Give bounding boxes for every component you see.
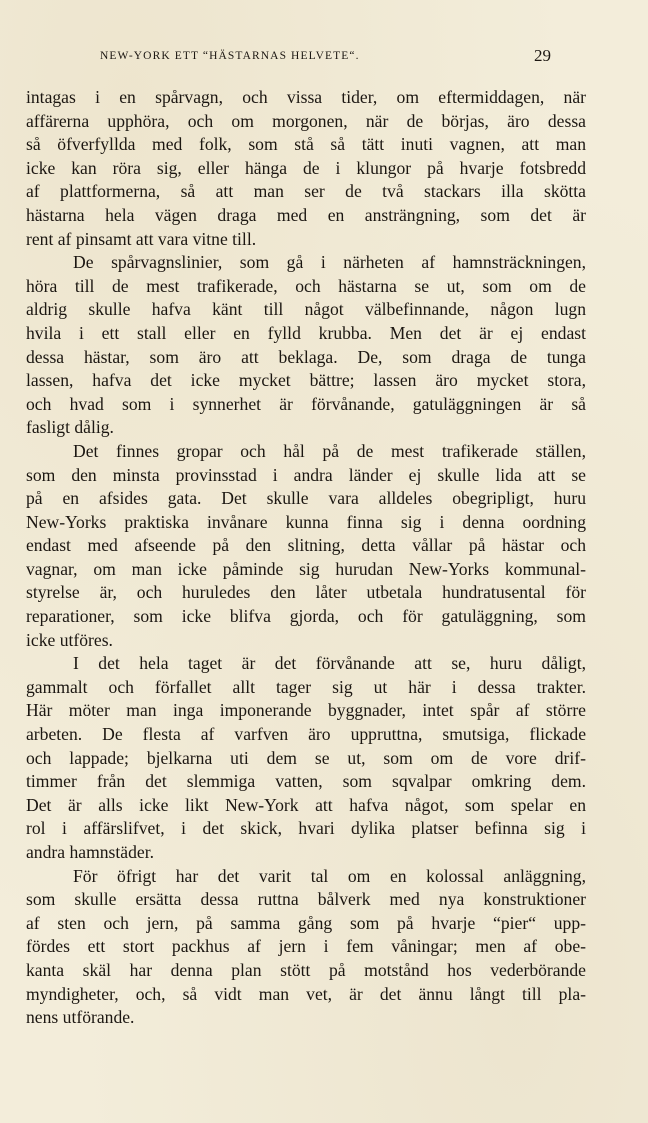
text-line: myndigheter, och, så vidt man vet, är det ännu långt till pla- <box>26 983 586 1004</box>
text-line: lassen, hafva det icke mycket bättre; lassen äro mycket stora, <box>26 370 586 391</box>
text-line: icke kan röra sig, eller hänga de i klungor på hvarje fotsbredd <box>26 157 586 178</box>
paragraph <box>26 440 586 652</box>
text-line: af sten och jern, på samma gång som på hvarje “pier“ upp- <box>26 912 586 933</box>
text-line: endast med afseende på den slitning, detta vållar på hästar och <box>26 535 586 556</box>
text-line: aldrig skulle hafva känt till något välbefinnande, någon lugn <box>26 299 586 320</box>
text-line: fördes ett stort packhus af jern i fem våningar; men af obe- <box>26 936 586 957</box>
text-line: styrelse är, och huruledes den låter utbetala hundratusental för <box>26 582 586 603</box>
text-line: kanta skäl har denna plan stött på motstånd hos vederbörande <box>26 959 586 980</box>
body-text <box>26 86 586 1030</box>
text-line: intagas i en spårvagn, och vissa tider, om eftermiddagen, när <box>26 87 586 107</box>
text-line: De spårvagnslinier, som gå i närheten af hamnsträckningen, <box>73 252 586 273</box>
page-number: 29 <box>534 46 551 65</box>
paragraph <box>26 652 586 864</box>
page-header <box>0 46 648 70</box>
text-line: af plattformerna, så att man ser de två stackars illa skötta <box>26 181 586 202</box>
text-line: så öfverfyllda med folk, som stå så tätt inuti vagnen, att man <box>26 134 586 155</box>
text-line: Det finnes gropar och hål på de mest trafikerade ställen, <box>73 440 586 461</box>
text-line: hvila i ett stall eller en fylld krubba. Men det är ej endast <box>26 322 586 343</box>
running-head: NEW-YORK ETT “HÄSTARNAS HELVETE“. <box>100 50 360 62</box>
text-line: hästarna hela vägen draga med en ansträngning, som det är <box>26 204 586 225</box>
text-line: höra till de mest trafikerade, och hästarna se ut, som om de <box>26 275 586 296</box>
text-line: För öfrigt har det varit tal om en kolossal anläggning, <box>73 865 586 886</box>
text-line: och lappade; bjelkarna uti dem se ut, som om de vore drif- <box>26 747 586 768</box>
text-line: affärerna upphöra, och om morgonen, när de börjas, äro dessa <box>26 110 586 131</box>
text-line: och hvad som i synnerhet är förvånande, gatuläggningen är så <box>26 393 586 414</box>
text-line: Det är alls icke likt New-York att hafva något, som spelar en <box>26 794 586 815</box>
text-line: vagnar, om man icke påminde sig hurudan New-Yorks kommunal- <box>26 558 586 579</box>
text-line: reparationer, som icke blifva gjorda, och för gatuläggning, som <box>26 606 586 627</box>
text-line: rent af pinsamt att vara vitne till. <box>26 228 257 249</box>
text-line: på en afsides gata. Det skulle vara alldeles obegripligt, huru <box>26 488 586 509</box>
text-line: Här möter man inga imponerande byggnader, intet spår af större <box>26 700 586 721</box>
text-line: arbeten. De flesta af varfven äro uppruttna, smutsiga, flickade <box>26 724 586 745</box>
text-line: I det hela taget är det förvånande att se, huru dåligt, <box>73 653 586 674</box>
text-line: dessa hästar, som äro att beklaga. De, som draga de tunga <box>26 346 586 367</box>
text-line: som den minsta provinsstad i andra länder ej skulle lida att se <box>26 464 586 485</box>
text-line: icke utföres. <box>26 629 113 650</box>
text-line: rol i affärslifvet, i det skick, hvari dylika platser befinna sig i <box>26 818 586 839</box>
text-line: som skulle ersätta dessa ruttna bålverk med nya konstruktioner <box>26 889 586 910</box>
text-line: gammalt och förfallet allt tager sig ut här i dessa trakter. <box>26 676 586 697</box>
text-line: timmer från det slemmiga vatten, som sqvalpar omkring dem. <box>26 771 586 792</box>
text-line: fasligt dålig. <box>26 417 114 438</box>
text-line: nens utförande. <box>26 1007 135 1028</box>
text-line: andra hamnstäder. <box>26 842 154 862</box>
paragraph <box>26 865 586 1030</box>
paragraph <box>26 251 586 440</box>
text-line: New-Yorks praktiska invånare kunna finna sig i denna oordning <box>26 511 586 532</box>
paragraph <box>26 86 586 251</box>
